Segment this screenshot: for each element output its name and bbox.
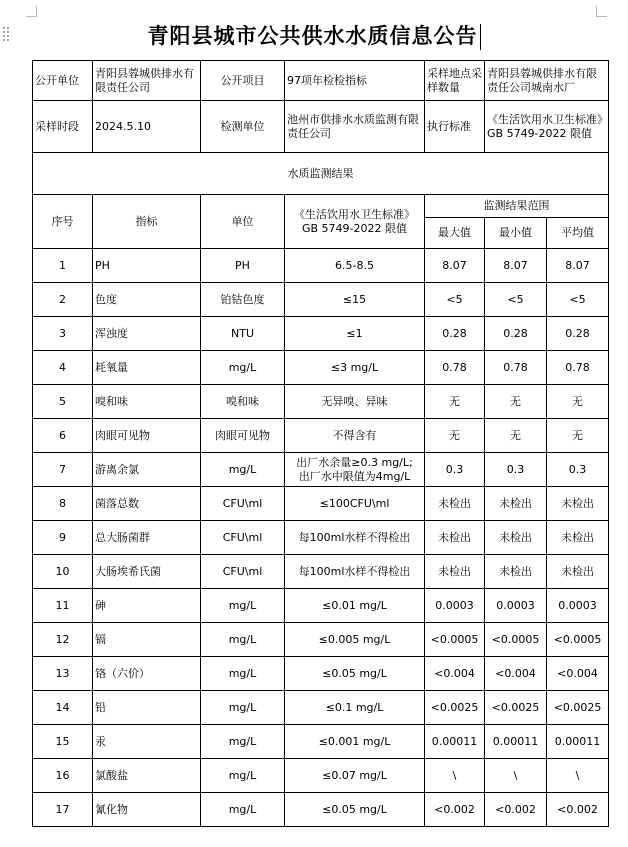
cell-index: 3 xyxy=(33,317,93,351)
cell-limit: ≤0.01 mg/L xyxy=(285,589,425,623)
cell-min: 0.0003 xyxy=(485,589,547,623)
cell-max: \ xyxy=(425,759,485,793)
cell-limit: 每100ml水样不得检出 xyxy=(285,555,425,589)
info-label: 公开项目 xyxy=(201,61,285,101)
cell-index: 13 xyxy=(33,657,93,691)
table-row xyxy=(33,725,609,759)
info-value: 《生活饮用水卫生标准》GB 5749-2022 限值 xyxy=(485,101,609,153)
header-index: 序号 xyxy=(33,195,93,249)
page-corner-mark xyxy=(596,6,607,17)
cell-min: 无 xyxy=(485,385,547,419)
cell-avg: 0.00011 xyxy=(547,725,609,759)
cell-avg: 0.28 xyxy=(547,317,609,351)
cell-unit: CFU\ml xyxy=(201,487,285,521)
cell-min: <0.004 xyxy=(485,657,547,691)
cell-index: 12 xyxy=(33,623,93,657)
cell-min: 8.07 xyxy=(485,249,547,283)
cell-min: \ xyxy=(485,759,547,793)
table-row xyxy=(33,657,609,691)
info-value: 2024.5.10 xyxy=(93,101,201,153)
cell-limit: ≤0.005 mg/L xyxy=(285,623,425,657)
cell-unit: PH xyxy=(201,249,285,283)
cell-min: <0.0005 xyxy=(485,623,547,657)
cell-index: 14 xyxy=(33,691,93,725)
cell-unit: mg/L xyxy=(201,725,285,759)
cell-max: 0.0003 xyxy=(425,589,485,623)
header-standard: 《生活饮用水卫生标准》GB 5749-2022 限值 xyxy=(285,195,425,249)
header-unit: 单位 xyxy=(201,195,285,249)
cell-index: 15 xyxy=(33,725,93,759)
cell-min: 0.00011 xyxy=(485,725,547,759)
table-row xyxy=(33,521,609,555)
header-max: 最大值 xyxy=(425,218,485,249)
table-row xyxy=(33,453,609,487)
cell-indicator: 铅 xyxy=(93,691,201,725)
cell-avg: <0.0025 xyxy=(547,691,609,725)
cell-max: 未检出 xyxy=(425,521,485,555)
cell-max: 0.3 xyxy=(425,453,485,487)
cell-avg: 0.0003 xyxy=(547,589,609,623)
cell-indicator: 色度 xyxy=(93,283,201,317)
cell-indicator: 氰化物 xyxy=(93,793,201,827)
cell-max: <0.002 xyxy=(425,793,485,827)
table-row xyxy=(33,555,609,589)
cell-indicator: 砷 xyxy=(93,589,201,623)
cell-unit: mg/L xyxy=(201,793,285,827)
cell-index: 7 xyxy=(33,453,93,487)
cell-avg: <0.004 xyxy=(547,657,609,691)
cell-limit: ≤3 mg/L xyxy=(285,351,425,385)
section-title: 水质监测结果 xyxy=(33,153,609,195)
cell-min: 0.3 xyxy=(485,453,547,487)
header-row xyxy=(33,195,609,218)
cell-index: 5 xyxy=(33,385,93,419)
info-value: 青阳县蓉城供排水有限责任公司 xyxy=(93,61,201,101)
info-row xyxy=(33,101,609,153)
cell-max: 0.78 xyxy=(425,351,485,385)
info-value: 池州市供排水水质监测有限责任公司 xyxy=(285,101,425,153)
info-label: 采样地点采样数量 xyxy=(425,61,485,101)
cell-max: <0.0025 xyxy=(425,691,485,725)
cell-min: <0.002 xyxy=(485,793,547,827)
cell-indicator: 菌落总数 xyxy=(93,487,201,521)
header-min: 最小值 xyxy=(485,218,547,249)
cell-unit: mg/L xyxy=(201,623,285,657)
table-row xyxy=(33,793,609,827)
cell-max: <0.004 xyxy=(425,657,485,691)
cell-unit: mg/L xyxy=(201,759,285,793)
cell-max: 无 xyxy=(425,419,485,453)
cell-unit: mg/L xyxy=(201,453,285,487)
cell-unit: mg/L xyxy=(201,351,285,385)
text-cursor xyxy=(480,24,481,50)
cell-min: <5 xyxy=(485,283,547,317)
table-row xyxy=(33,759,609,793)
cell-indicator: 总大肠菌群 xyxy=(93,521,201,555)
cell-indicator: PH xyxy=(93,249,201,283)
header-range: 监测结果范围 xyxy=(425,195,609,218)
cell-index: 9 xyxy=(33,521,93,555)
cell-limit: ≤15 xyxy=(285,283,425,317)
cell-avg: 未检出 xyxy=(547,521,609,555)
cell-min: <0.0025 xyxy=(485,691,547,725)
cell-unit: 铂钴色度 xyxy=(201,283,285,317)
cell-max: 未检出 xyxy=(425,555,485,589)
info-label: 公开单位 xyxy=(33,61,93,101)
table-row xyxy=(33,249,609,283)
document-title[interactable]: 青阳县城市公共供水水质信息公告 xyxy=(0,18,628,54)
cell-max: 0.00011 xyxy=(425,725,485,759)
cell-avg: 0.78 xyxy=(547,351,609,385)
table-row xyxy=(33,589,609,623)
table-row xyxy=(33,487,609,521)
cell-min: 未检出 xyxy=(485,487,547,521)
cell-limit: 6.5-8.5 xyxy=(285,249,425,283)
cell-min: 0.28 xyxy=(485,317,547,351)
cell-avg: 未检出 xyxy=(547,555,609,589)
cell-unit: mg/L xyxy=(201,657,285,691)
cell-limit: ≤0.07 mg/L xyxy=(285,759,425,793)
cell-indicator: 大肠埃希氏菌 xyxy=(93,555,201,589)
info-value: 97项年检检指标 xyxy=(285,61,425,101)
cell-avg: \ xyxy=(547,759,609,793)
table-row xyxy=(33,385,609,419)
cell-avg: <0.002 xyxy=(547,793,609,827)
cell-indicator: 氯酸盐 xyxy=(93,759,201,793)
cell-min: 无 xyxy=(485,419,547,453)
cell-limit: ≤100CFU\ml xyxy=(285,487,425,521)
cell-index: 11 xyxy=(33,589,93,623)
cell-indicator: 嗅和味 xyxy=(93,385,201,419)
water-quality-table xyxy=(32,60,609,827)
cell-unit: mg/L xyxy=(201,691,285,725)
cell-indicator: 铬（六价） xyxy=(93,657,201,691)
cell-min: 0.78 xyxy=(485,351,547,385)
cell-limit: 每100ml水样不得检出 xyxy=(285,521,425,555)
cell-max: <5 xyxy=(425,283,485,317)
cell-unit: mg/L xyxy=(201,589,285,623)
cell-index: 16 xyxy=(33,759,93,793)
cell-max: 无 xyxy=(425,385,485,419)
cell-indicator: 游离余氯 xyxy=(93,453,201,487)
table-row xyxy=(33,691,609,725)
cell-unit: CFU\ml xyxy=(201,555,285,589)
cell-indicator: 浑浊度 xyxy=(93,317,201,351)
cell-limit: 无异嗅、异味 xyxy=(285,385,425,419)
cell-avg: 无 xyxy=(547,385,609,419)
cell-max: 8.07 xyxy=(425,249,485,283)
header-indicator: 指标 xyxy=(93,195,201,249)
cell-indicator: 镉 xyxy=(93,623,201,657)
info-row xyxy=(33,61,609,101)
cell-avg: 未检出 xyxy=(547,487,609,521)
cell-avg: <5 xyxy=(547,283,609,317)
cell-avg: 8.07 xyxy=(547,249,609,283)
cell-avg: 0.3 xyxy=(547,453,609,487)
cell-limit: ≤0.001 mg/L xyxy=(285,725,425,759)
table-row xyxy=(33,623,609,657)
cell-indicator: 汞 xyxy=(93,725,201,759)
page-corner-mark xyxy=(26,6,37,17)
table-row xyxy=(33,317,609,351)
table-row xyxy=(33,283,609,317)
cell-limit: ≤0.1 mg/L xyxy=(285,691,425,725)
cell-min: 未检出 xyxy=(485,555,547,589)
cell-index: 6 xyxy=(33,419,93,453)
section-title-row xyxy=(33,153,609,195)
cell-index: 1 xyxy=(33,249,93,283)
cell-unit: NTU xyxy=(201,317,285,351)
info-value: 青阳县蓉城供排水有限责任公司城南水厂 xyxy=(485,61,609,101)
table-row xyxy=(33,351,609,385)
info-label: 检测单位 xyxy=(201,101,285,153)
cell-limit: ≤1 xyxy=(285,317,425,351)
cell-index: 8 xyxy=(33,487,93,521)
cell-index: 2 xyxy=(33,283,93,317)
header-avg: 平均值 xyxy=(547,218,609,249)
cell-indicator: 肉眼可见物 xyxy=(93,419,201,453)
cell-min: 未检出 xyxy=(485,521,547,555)
cell-index: 10 xyxy=(33,555,93,589)
cell-limit: 不得含有 xyxy=(285,419,425,453)
cell-limit: ≤0.05 mg/L xyxy=(285,657,425,691)
cell-max: 未检出 xyxy=(425,487,485,521)
cell-unit: 嗅和味 xyxy=(201,385,285,419)
cell-indicator: 耗氧量 xyxy=(93,351,201,385)
cell-avg: 无 xyxy=(547,419,609,453)
info-label: 采样时段 xyxy=(33,101,93,153)
cell-avg: <0.0005 xyxy=(547,623,609,657)
cell-unit: CFU\ml xyxy=(201,521,285,555)
cell-limit: ≤0.05 mg/L xyxy=(285,793,425,827)
cell-index: 4 xyxy=(33,351,93,385)
cell-max: <0.0005 xyxy=(425,623,485,657)
cell-unit: 肉眼可见物 xyxy=(201,419,285,453)
cell-limit: 出厂水余量≥0.3 mg/L; 出厂水中限值为4mg/L xyxy=(285,453,425,487)
cell-index: 17 xyxy=(33,793,93,827)
table-row xyxy=(33,419,609,453)
info-label: 执行标准 xyxy=(425,101,485,153)
cell-max: 0.28 xyxy=(425,317,485,351)
